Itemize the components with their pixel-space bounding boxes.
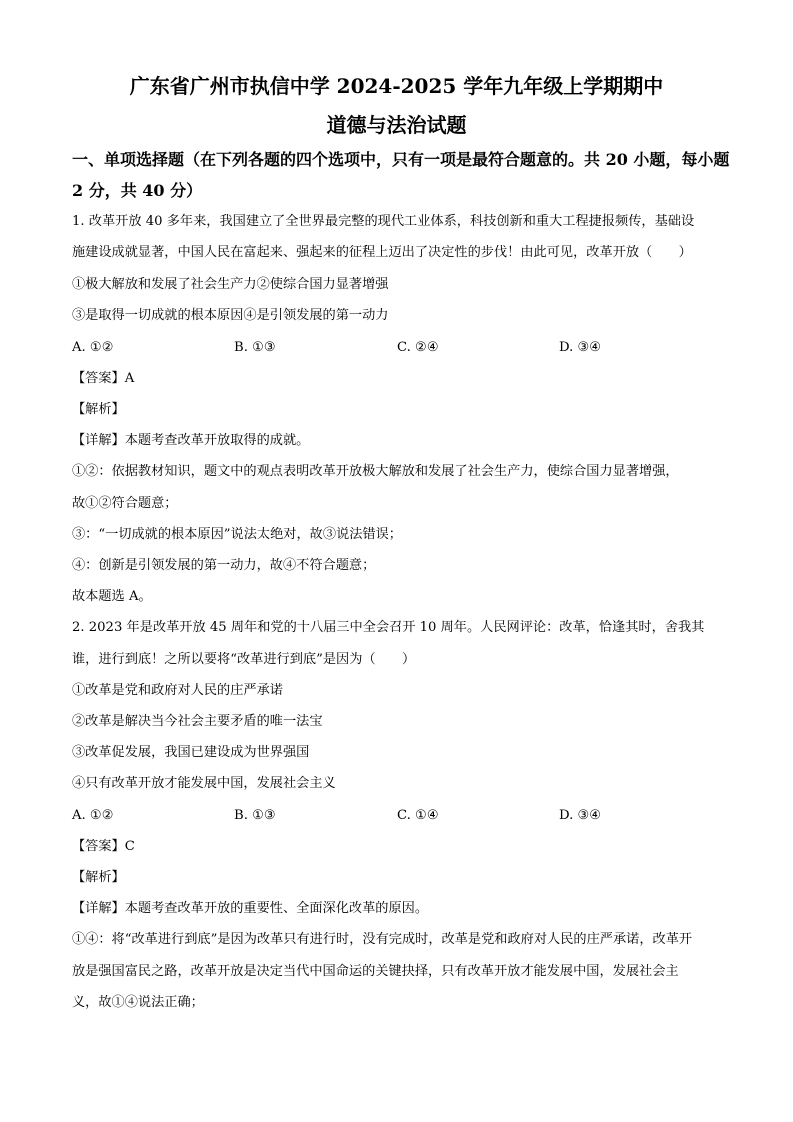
q1-explanation-2: ③：“一切成就的根本原因”说法太绝对，故③说法错误； [72,527,402,542]
q1-conclusion: 故本题选 A。 [72,589,152,604]
q2-statement-4: ④只有改革开放才能发展中国，发展社会主义 [72,776,336,791]
q1-answer: 【答案】A [72,371,135,386]
q2-stem: 2. 2023 年是改革开放 45 周年和党的十八届三中全会召开 10 周年。人民网评论：改革，恰逢其时，舍我其 [72,620,705,635]
q2-stem-cont: 谁，进行到底！之所以要将“改革进行到底”是因为（ ） [72,652,416,667]
q2-option-c: C. ①④ [397,808,439,823]
q1-explanation-1: ①②：依据教材知识，题文中的观点表明改革开放极大解放和发展了社会生产力，使综合国力显著增强， [72,464,679,479]
q1-option-d: D. ③④ [559,340,602,355]
q1-explanation-3: ④：创新是引领发展的第一动力，故④不符合题意； [72,558,376,573]
doc-title: 广东省广州市执信中学 2024-2025 学年九年级上学期期中 [129,74,664,98]
q2-detail: 【详解】本题考查改革开放的重要性、全面深化改革的原因。 [72,901,429,916]
q1-option-b: B. ①③ [234,340,276,355]
q2-option-d: D. ③④ [559,808,602,823]
q1-analysis-label: 【解析】 [72,402,125,417]
q2-explanation-1-end: 义，故①④说法正确； [72,995,204,1010]
q2-option-a: A. ①② [72,808,114,823]
q1-statement-1: ①极大解放和发展了社会生产力②使综合国力显著增强 [72,277,389,292]
section-heading: 一、单项选择题（在下列各题的四个选项中，只有一项是最符合题意的。共 20 小题，每小题 [72,150,730,169]
q2-statement-1: ①改革是党和政府对人民的庄严承诺 [72,683,283,698]
q2-explanation-1-cont: 放是强国富民之路，改革开放是决定当代中国命运的关键抉择，只有改革开放才能发展中国，发展社会主 [72,964,679,979]
q1-option-c: C. ②④ [397,340,439,355]
q1-stem: 1. 改革开放 40 多年来，我国建立了全世界最完整的现代工业体系，科技创新和重大工程捷报频传，基础设 [72,214,695,229]
q1-explanation-1-cont: 故①②符合题意； [72,496,178,511]
q2-answer: 【答案】C [72,839,135,854]
q2-statement-2: ②改革是解决当今社会主要矛盾的唯一法宝 [72,714,323,729]
doc-subtitle: 道德与法治试题 [326,113,467,137]
q1-option-a: A. ①② [72,340,114,355]
q2-analysis-label: 【解析】 [72,870,125,885]
section-heading-cont: 2 分，共 40 分） [72,181,203,200]
q1-statement-2: ③是取得一切成就的根本原因④是引领发展的第一动力 [72,308,389,323]
q1-stem-cont: 施建设成就显著，中国人民在富起来、强起来的征程上迈出了决定性的步伐！由此可见，改革开放（ ） [72,245,692,260]
q2-option-b: B. ①③ [234,808,276,823]
q2-explanation-1: ①④：将“改革进行到底”是因为改革只有进行时，没有完成时，改革是党和政府对人民的庄严承诺，改革开 [72,932,693,947]
q2-statement-3: ③改革促发展，我国已建设成为世界强国 [72,745,310,760]
q1-detail: 【详解】本题考查改革开放取得的成就。 [72,433,310,448]
